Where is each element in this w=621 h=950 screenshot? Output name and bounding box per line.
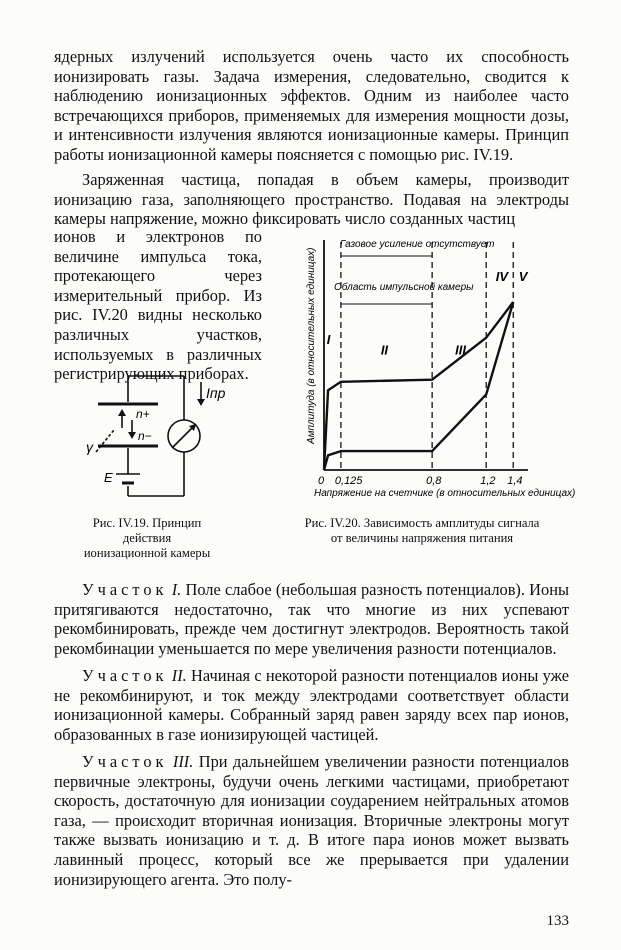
paragraph-2-continued: [54, 227, 262, 384]
label-ipr: Iпр: [206, 385, 226, 401]
figure-20-caption: Рис. IV.20. Зависимость амплитуды сигнала от величины напряжения питания: [304, 516, 540, 545]
annotation-gas-gain: Газовое усиление отсутствует: [340, 239, 495, 250]
current-arrow-head: [197, 399, 205, 406]
paragraph-5-text: При дальнейшем увеличении разности потенциалов первичные электроны, будучи очень легкими частицами, приобретают скорость, достаточную для ионизации соударением нейтральных атомов газа, — происходит вторичная ионизация. Вторичные электроны могут также вызвать ионизацию и т. д. В итоге пара ионов может вызвать лавинный процесс, который все же прерывается при удалении ионизирующего агента. Это полу-: [54, 752, 569, 889]
section-number: I.: [171, 580, 182, 599]
ion-arrow-down-head: [128, 432, 136, 439]
series-line-lower: [324, 302, 513, 470]
paragraph-5: [54, 752, 569, 889]
x-tick-label: 0,125: [334, 475, 363, 487]
paragraph-1: ядерных излучений используется очень часто их способность ионизировать газы. Задача измерения, следовательно, сводится к наблюдению ионизационных эффектов. Одним из наиболее часто встречающихся приборов, применяемых для измерения мощности дозы, и интенсивности излучения являются ионизационные камеры. Принцип работы ионизационной камеры поясняется с помощью рис. IV.19.: [54, 47, 569, 164]
label-e: E: [104, 470, 113, 485]
region-label: III: [455, 342, 467, 358]
paragraph-3: [54, 580, 569, 658]
paragraph-2-continued-text: ионов и электронов по величине импульса тока, протекающего через измерительный прибор. Из рис. IV.20 видны несколько различных участков, используемых в различных регистрирующих приборах.: [54, 227, 262, 384]
annotation-pulse-chamber: Область импульсной камеры: [334, 282, 474, 293]
paragraph-3-text: Поле слабое (небольшая разность потенциалов). Ионы притягиваются недостаточно, так что многие из них успевают рекомбинировать, прежде чем достигнут электродов. Вероятность такой рекомбинации уменьшается по мере увеличения разности потенциалов.: [54, 580, 569, 658]
section-label: Участок: [82, 666, 168, 685]
paragraph-2: Заряженная частица, попадая в объем камеры, производит ионизацию газа, заполняющего пространство. Подавая на электроды камеры напряжение, можно фиксировать число созданных частиц: [54, 170, 569, 229]
gamma-ray: [96, 430, 114, 452]
region-label: IV: [495, 269, 509, 284]
section-number: II.: [171, 666, 187, 685]
page-number: 133: [546, 913, 569, 929]
label-nminus: n−: [138, 429, 152, 443]
section-label: Участок: [82, 752, 168, 771]
x-tick-label: 1,2: [480, 475, 496, 487]
label-gamma: γ: [86, 439, 93, 455]
ion-arrow-up-head: [118, 409, 126, 416]
figure-ionization-chamber: [60, 368, 260, 508]
region-label: I: [326, 332, 331, 347]
x-tick-label: 0: [318, 475, 325, 487]
section-number: III.: [172, 752, 194, 771]
x-tick-label: 0,8: [426, 475, 442, 487]
x-axis-label: Напряжение на счетчике (в относительных единицах): [314, 488, 576, 499]
paragraph-4: [54, 666, 569, 744]
region-label: II: [380, 342, 389, 358]
label-nplus: n+: [136, 407, 150, 421]
region-label: V: [518, 269, 528, 284]
section-label: Участок: [82, 580, 168, 599]
x-tick-label: 1,4: [507, 475, 523, 487]
figure-amplitude-chart: [292, 232, 576, 502]
series-line-upper: [324, 302, 513, 470]
y-axis-label: Амплитуда (в относительных единицах): [306, 247, 317, 444]
paragraph-4-text: Начиная с некоторой разности потенциалов ионы уже не рекомбинируют, и ток между электродами соответствует области ионизационной камеры. Собранный заряд равен заряду всех пар ионов, образованных в газе ионизирующей частицей.: [54, 666, 569, 744]
figure-19-caption: Рис. IV.19. Принцип действия ионизационной камеры: [83, 516, 211, 560]
